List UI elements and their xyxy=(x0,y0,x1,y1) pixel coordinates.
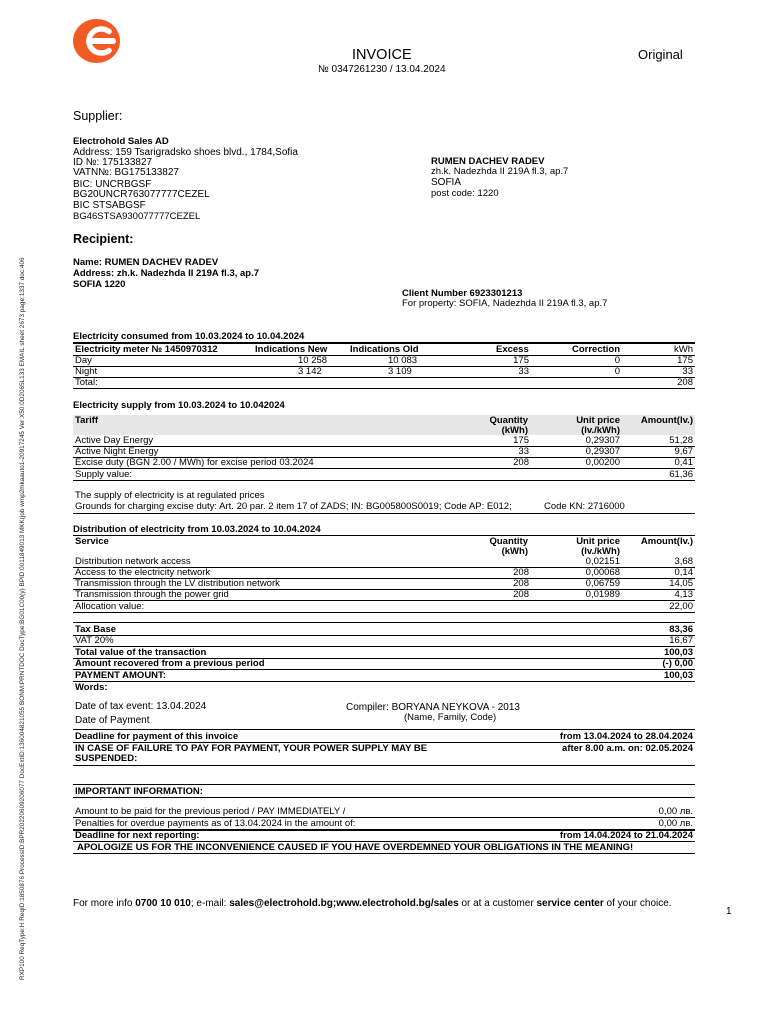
supplier-name: Electrohold Sales AD xyxy=(73,136,169,147)
tax-event-date: Date of tax event: 13.04.2024 xyxy=(75,701,207,712)
supply-title: Electricity supply from 10.03.2024 to 10.042024 xyxy=(73,400,285,411)
previous-period-row: Amount to be paid for the previous period / PAY IMMEDIATELY / 0,00 лв. xyxy=(75,806,693,817)
table-row: Active Day Energy 175 0,29307 51,28 xyxy=(75,435,693,446)
transaction-total-row: Total value of the transaction 100,03 xyxy=(75,647,693,658)
footer-contact: For more info 0700 10 010; e-mail: sales@electrohold.bg;www.electrohold.bg/sales or at a customer service center of your choice. xyxy=(73,898,672,909)
side-barcode-text: RXP100 ReqType:H ReqID:1850876 ProcessID:BPR20220609206077 DocExtID:136004821055 BONM:PRNTDOC DocType:BG01C00(y) BPID:0011849013 MKK(job wmp2mkaauto1-20917245 Ver:X50:0D2065L133 EMAIL sheet 2673 page:1337 doc:406 xyxy=(19,257,26,980)
payment-amount-row: PAYMENT AMOUNT: 100,03 xyxy=(75,670,693,681)
tax-base-row: Tax Base 83,36 xyxy=(75,624,693,635)
supplier-address: Address: 159 Tsarigradsko shoes blvd., 1784,Sofia xyxy=(73,147,298,158)
consumption-title: Electricity consumed from 10.03.2024 to 10.04.2024 xyxy=(73,331,305,342)
apology-row: APOLOGIZE US FOR THE INCONVENIENCE CAUSED IF YOU HAVE OVERDEMNED YOUR OBLIGATIONS IN THE MEANING! xyxy=(77,842,634,853)
next-reporting-row: Deadline for next reporting: from 14.04.2024 to 21.04.2024 xyxy=(75,830,693,841)
addressee-post-code: post code: 1220 xyxy=(431,188,499,199)
supplier-heading: Supplier: xyxy=(73,109,123,123)
page-number: 1 xyxy=(726,906,732,917)
col-indications-new: Indications New xyxy=(255,344,328,355)
compiler-note: (Name, Family, Code) xyxy=(404,712,497,723)
addressee-street: zh.k. Nadezhda II 219A fl.3, ap.7 xyxy=(431,166,569,177)
website-link[interactable]: ;www.electrohold.bg/sales xyxy=(332,898,459,909)
distribution-title: Distribution of electricity from 10.03.2024 to 10.04.2024 xyxy=(73,524,321,535)
vat-row: VAT 20% 16,67 xyxy=(75,635,693,646)
deadline-row: Deadline for payment of this invoice from 13.04.2024 to 28.04.2024 xyxy=(75,731,693,742)
table-row: Access to the electricity network 208 0,00068 0,14 xyxy=(75,567,693,578)
recovered-amount-row: Amount recovered from a previous period (-) 0,00 xyxy=(75,658,693,669)
property-address: For property: SOFIA, Nadezhda II 219A fl.3, ap.7 xyxy=(402,298,608,309)
col-kwh: kWh xyxy=(674,344,693,355)
payment-date-label: Date of Payment xyxy=(75,715,150,726)
table-row: Excise duty (BGN 2.00 / MWh) for excise period 03.2024 208 0,00200 0,41 xyxy=(75,457,693,468)
allocation-value-row: Allocation value: 22,00 xyxy=(75,601,693,612)
client-number: Client Number 6923301213 xyxy=(402,288,523,299)
service-center-link: service center xyxy=(536,898,604,909)
copy-label: Original xyxy=(638,47,683,62)
compiler: Compiler: BORYANA NEYKOVA - 2013 xyxy=(346,702,520,713)
addressee-name: RUMEN DACHEV RADEV xyxy=(431,156,545,167)
penalties-row: Penalties for overdue payments as of 13.04.2024 in the amount of: 0,00 лв. xyxy=(75,818,693,829)
words-label: Words: xyxy=(75,682,108,693)
supply-note-excise: Grounds for charging excise duty: Art. 20 par. 2 item 17 of ZADS; IN: BG005800S0019; Code AP: E012; xyxy=(75,501,512,512)
invoice-number-date: № 0347261230 / 13.04.2024 xyxy=(318,64,446,75)
table-row: Distribution network access 0,02151 3,68 xyxy=(75,556,693,567)
supply-value-row: Supply value: 61,36 xyxy=(75,469,693,480)
addressee-city: SOFIA xyxy=(431,177,462,188)
table-row: Active Night Energy 33 0,29307 9,67 xyxy=(75,446,693,457)
consumption-total-row: Total: 208 xyxy=(75,377,693,388)
col-correction: Correction xyxy=(572,344,621,355)
supply-note-regulated: The supply of electricity is at regulated prices xyxy=(75,490,265,501)
recipient-city: SOFIA 1220 xyxy=(73,279,126,290)
invoice-title: INVOICE xyxy=(352,47,412,63)
supplier-bic-2: BIC STSABGSF xyxy=(73,200,146,211)
supply-code-kn: Code KN: 2716000 xyxy=(544,501,625,512)
supplier-iban-1: BG20UNCR763077777CEZEL xyxy=(73,189,210,200)
supply-header-row: Tariff Quantity (kWh) Unit price (lv./kWh) Amount(lv.) xyxy=(75,415,693,436)
supplier-bic-1: BIC: UNCRBGSF xyxy=(73,179,152,190)
email-link[interactable]: sales@electrohold.bg xyxy=(229,898,333,909)
supplier-vat: VATN№: BG175133827 xyxy=(73,167,179,178)
col-excess: Excess xyxy=(496,344,529,355)
recipient-name: Name: RUMEN DACHEV RADEV xyxy=(73,257,219,268)
suspension-warning-row: IN CASE OF FAILURE TO PAY FOR PAYMENT, YOUR POWER SUPPLY MAY BE SUSPENDED: after 8.00 a.m. on: 02.05.2024 xyxy=(75,743,693,764)
table-row: Transmission through the LV distribution network 208 0,06759 14,05 xyxy=(75,578,693,589)
supplier-iban-2: BG46STSA930077777CEZEL xyxy=(73,211,201,222)
supplier-id: ID №: 175133827 xyxy=(73,157,153,168)
phone-number: 0700 10 010 xyxy=(135,898,191,909)
electrohold-logo xyxy=(72,18,122,64)
consumption-header-row xyxy=(75,344,693,355)
col-indications-old: Indications Old xyxy=(350,344,419,355)
table-row: Night 3 142 3 109 33 0 33 xyxy=(75,366,693,377)
distribution-header-row: Service Quantity (kWh) Unit price (lv./kWh) Amount(lv.) xyxy=(75,536,693,557)
recipient-heading: Recipient: xyxy=(73,232,134,246)
important-heading: IMPORTANT INFORMATION: xyxy=(75,786,203,797)
table-row: Transmission through the power grid 208 0,01989 4,13 xyxy=(75,589,693,600)
table-row: Day 10 258 10 083 175 0 175 xyxy=(75,355,693,366)
col-meter: Electricity meter № 1450970312 xyxy=(75,344,218,355)
recipient-address: Address: zh.k. Nadezhda II 219A fl.3, ap.7 xyxy=(73,268,260,279)
